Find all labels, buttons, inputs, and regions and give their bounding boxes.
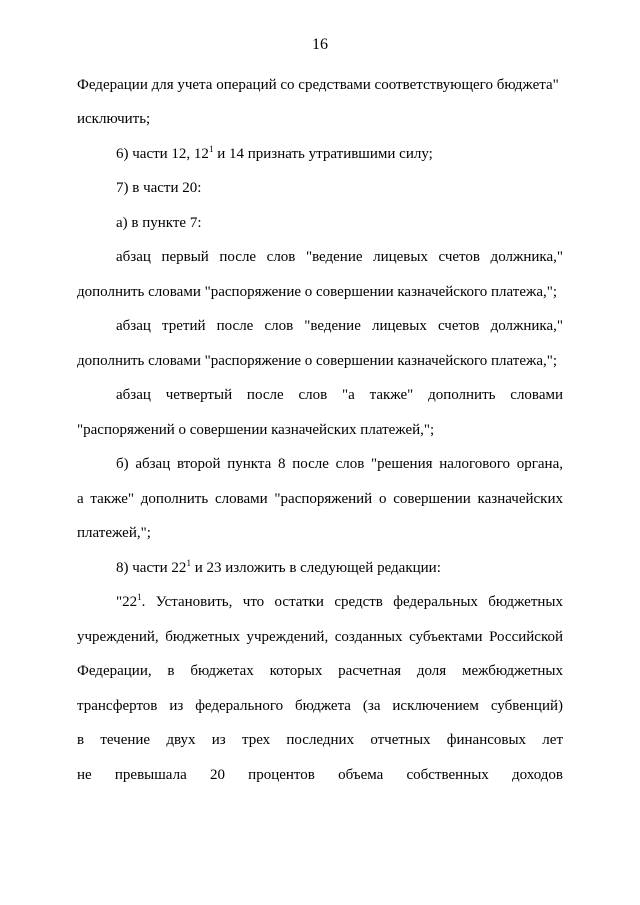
- text-line: "$22^1$. Установить, что остатки средств федеральных бюджетных: [116, 593, 563, 610]
- text-line: абзац первый после слов "ведение лицевых счетов должника,": [116, 249, 563, 265]
- text-line: 6) части 12, $12^1$ и 14 признать утратившими силу;: [116, 145, 433, 162]
- text-line: учреждений, бюджетных учреждений, созданных субъектами Российской: [77, 629, 563, 645]
- text-line: б) абзац второй пункта 8 после слов "решения налогового органа,: [116, 456, 563, 472]
- superscript: 1: [186, 559, 191, 568]
- text-line: Федерации для учета операций со средствами соответствующего бюджета": [77, 77, 559, 93]
- text-line: Федерации, в бюджетах которых расчетная доля межбюджетных: [77, 663, 563, 679]
- text-line: а также" дополнить словами "распоряжений о совершении казначейских: [77, 491, 563, 507]
- superscript: 1: [137, 593, 142, 602]
- page-number: 16: [312, 36, 328, 53]
- text-line: трансфертов из федерального бюджета (за исключением субвенций): [77, 698, 563, 714]
- text-line: в течение двух из трех последних отчетных финансовых лет: [77, 732, 563, 748]
- text-line: платежей,";: [77, 525, 151, 541]
- text-line: дополнить словами "распоряжение о совершении казначейского платежа,";: [77, 353, 558, 369]
- text-line: абзац четвертый после слов "а также" дополнить словами: [116, 387, 563, 403]
- superscript: 1: [208, 145, 214, 154]
- text-line: а) в пункте 7:: [116, 215, 202, 231]
- text-line: "распоряжений о совершении казначейских платежей,";: [77, 422, 435, 438]
- text-line: 7) в части 20:: [116, 180, 202, 196]
- text-line: абзац третий после слов "ведение лицевых счетов должника,": [116, 318, 563, 334]
- text-line: дополнить словами "распоряжение о совершении казначейского платежа,";: [77, 284, 558, 300]
- text-line: не превышала 20 процентов объема собственных доходов: [77, 767, 563, 783]
- text-line: исключить;: [77, 111, 151, 127]
- text-line: 8) части $22^1$ и 23 изложить в следующей редакции:: [116, 559, 441, 576]
